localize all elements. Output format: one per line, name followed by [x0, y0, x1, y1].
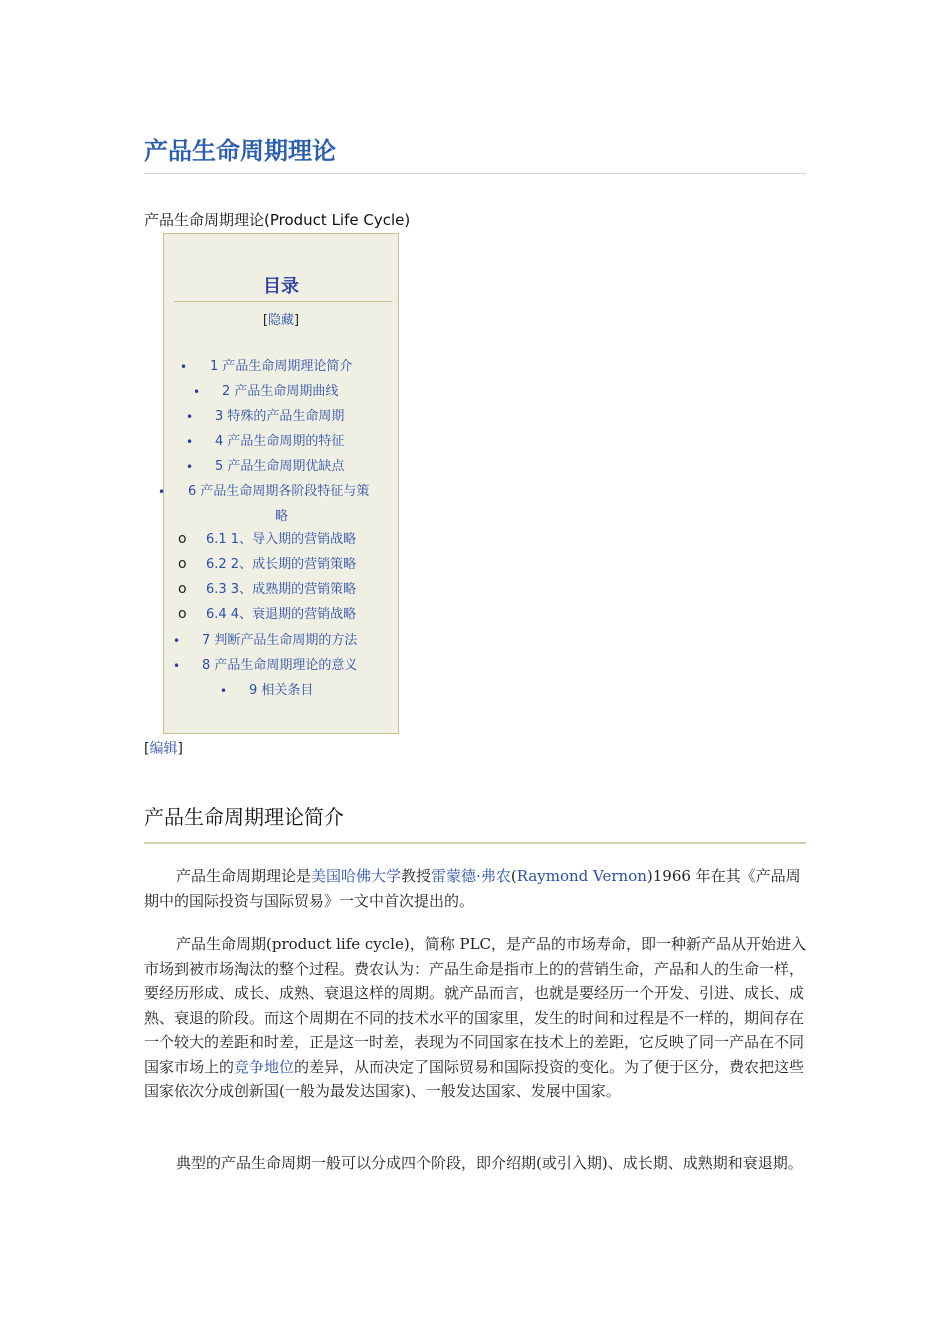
- circle-marker: o: [178, 581, 187, 597]
- bullet-marker: •: [186, 460, 194, 474]
- link-competitive-position[interactable]: 竞争地位: [234, 1057, 295, 1076]
- toc-item-label: 5 产品生命周期优缺点: [215, 459, 345, 474]
- toc-item-label: 6.1 1、导入期的营销战略: [206, 532, 357, 547]
- bullet-marker: •: [220, 684, 228, 698]
- toc-item-label: 7 判断产品生命周期的方法: [202, 633, 358, 648]
- paragraph-3: 典型的产品生命周期一般可以分成四个阶段，即介绍期(或引入期)、成长期、成熟期和衰退期。: [176, 1154, 803, 1172]
- toc-item-label: 3 特殊的产品生命周期: [215, 409, 345, 424]
- bullet-marker: •: [193, 385, 201, 399]
- circle-marker: o: [178, 531, 187, 547]
- bullet-marker: •: [186, 410, 194, 424]
- bullet-marker: •: [173, 634, 181, 648]
- toc-item-label: 1 产品生命周期理论简介: [210, 359, 353, 374]
- link-harvard[interactable]: 美国哈佛大学: [311, 867, 402, 885]
- toc-item-label: 8 产品生命周期理论的意义: [202, 658, 358, 673]
- link-raymond-vernon-cn[interactable]: 雷蒙德·弗农: [431, 867, 511, 885]
- page-title: 产品生命周期理论: [144, 137, 336, 165]
- bullet-marker: •: [180, 360, 188, 374]
- toc-toggle: [隐藏]: [262, 313, 300, 328]
- toc-item-label: 6.4 4、衰退期的营销战略: [206, 607, 357, 622]
- title-divider: [144, 173, 806, 174]
- toc-item-label: 2 产品生命周期曲线: [222, 384, 339, 399]
- toc-item-label: 9 相关条目: [249, 683, 314, 698]
- link-raymond-vernon[interactable]: Raymond Vernon: [516, 867, 647, 885]
- section-divider: [144, 842, 806, 844]
- toc-item-label: 6.2 2、成长期的营销策略: [206, 557, 357, 572]
- edit-section: [编辑]: [144, 741, 183, 757]
- bullet-marker: •: [173, 659, 181, 673]
- toc-item-label: 6.3 3、成熟期的营销策略: [206, 582, 357, 597]
- toc-hide-link[interactable]: 隐藏: [267, 313, 294, 328]
- toc-item-label: 略: [275, 509, 289, 524]
- section-heading: 产品生命周期理论简介: [144, 805, 344, 829]
- paragraph-1: 产品生命周期理论是美国哈佛大学教授雷蒙德·弗农(Raymond Vernon)1966 年在其《产品周期中的国际投资与国际贸易》一文中首次提出的。: [144, 867, 801, 910]
- bullet-marker: •: [186, 435, 194, 449]
- toc-item-label: 4 产品生命周期的特征: [215, 434, 345, 449]
- paragraph-2: 产品生命周期(product life cycle)，简称 PLC，是产品的市场寿命，即一种新产品从开始进入市场到被市场淘汰的整个过程。费农认为：产品生命是指市上的的营销生命，产品和人的生命一样，要经历形成、成长、成熟、衰退这样的周期。就产品而言，也就是要经历一个开发、引进、成长、成熟、衰退的阶段。而这个周期在不同的技术水平的国家里，发生的时间和过程是不一样的，期间存在一个较大的差距和时差，正是这一时差，表现为不同国家在技术上的差距，它反映了同一产品在不同国家市场上的竞争地位的差异，从而决定了国际贸易和国际投资的变化。为了便于区分，费农把这些国家依次分成创新国(一般为最发达国家)、一般发达国家、发展中国家。: [144, 935, 807, 1100]
- bullet-marker: •: [158, 485, 166, 499]
- toc-item-label: 6 产品生命周期各阶段特征与策: [188, 484, 370, 499]
- circle-marker: o: [178, 606, 187, 622]
- table-of-contents: [158, 233, 399, 734]
- article-subtitle: 产品生命周期理论(Product Life Cycle): [144, 211, 411, 229]
- edit-link[interactable]: 编辑: [149, 741, 178, 757]
- toc-heading: 目录: [263, 276, 299, 297]
- toc-divider: [174, 301, 392, 302]
- circle-marker: o: [178, 556, 187, 572]
